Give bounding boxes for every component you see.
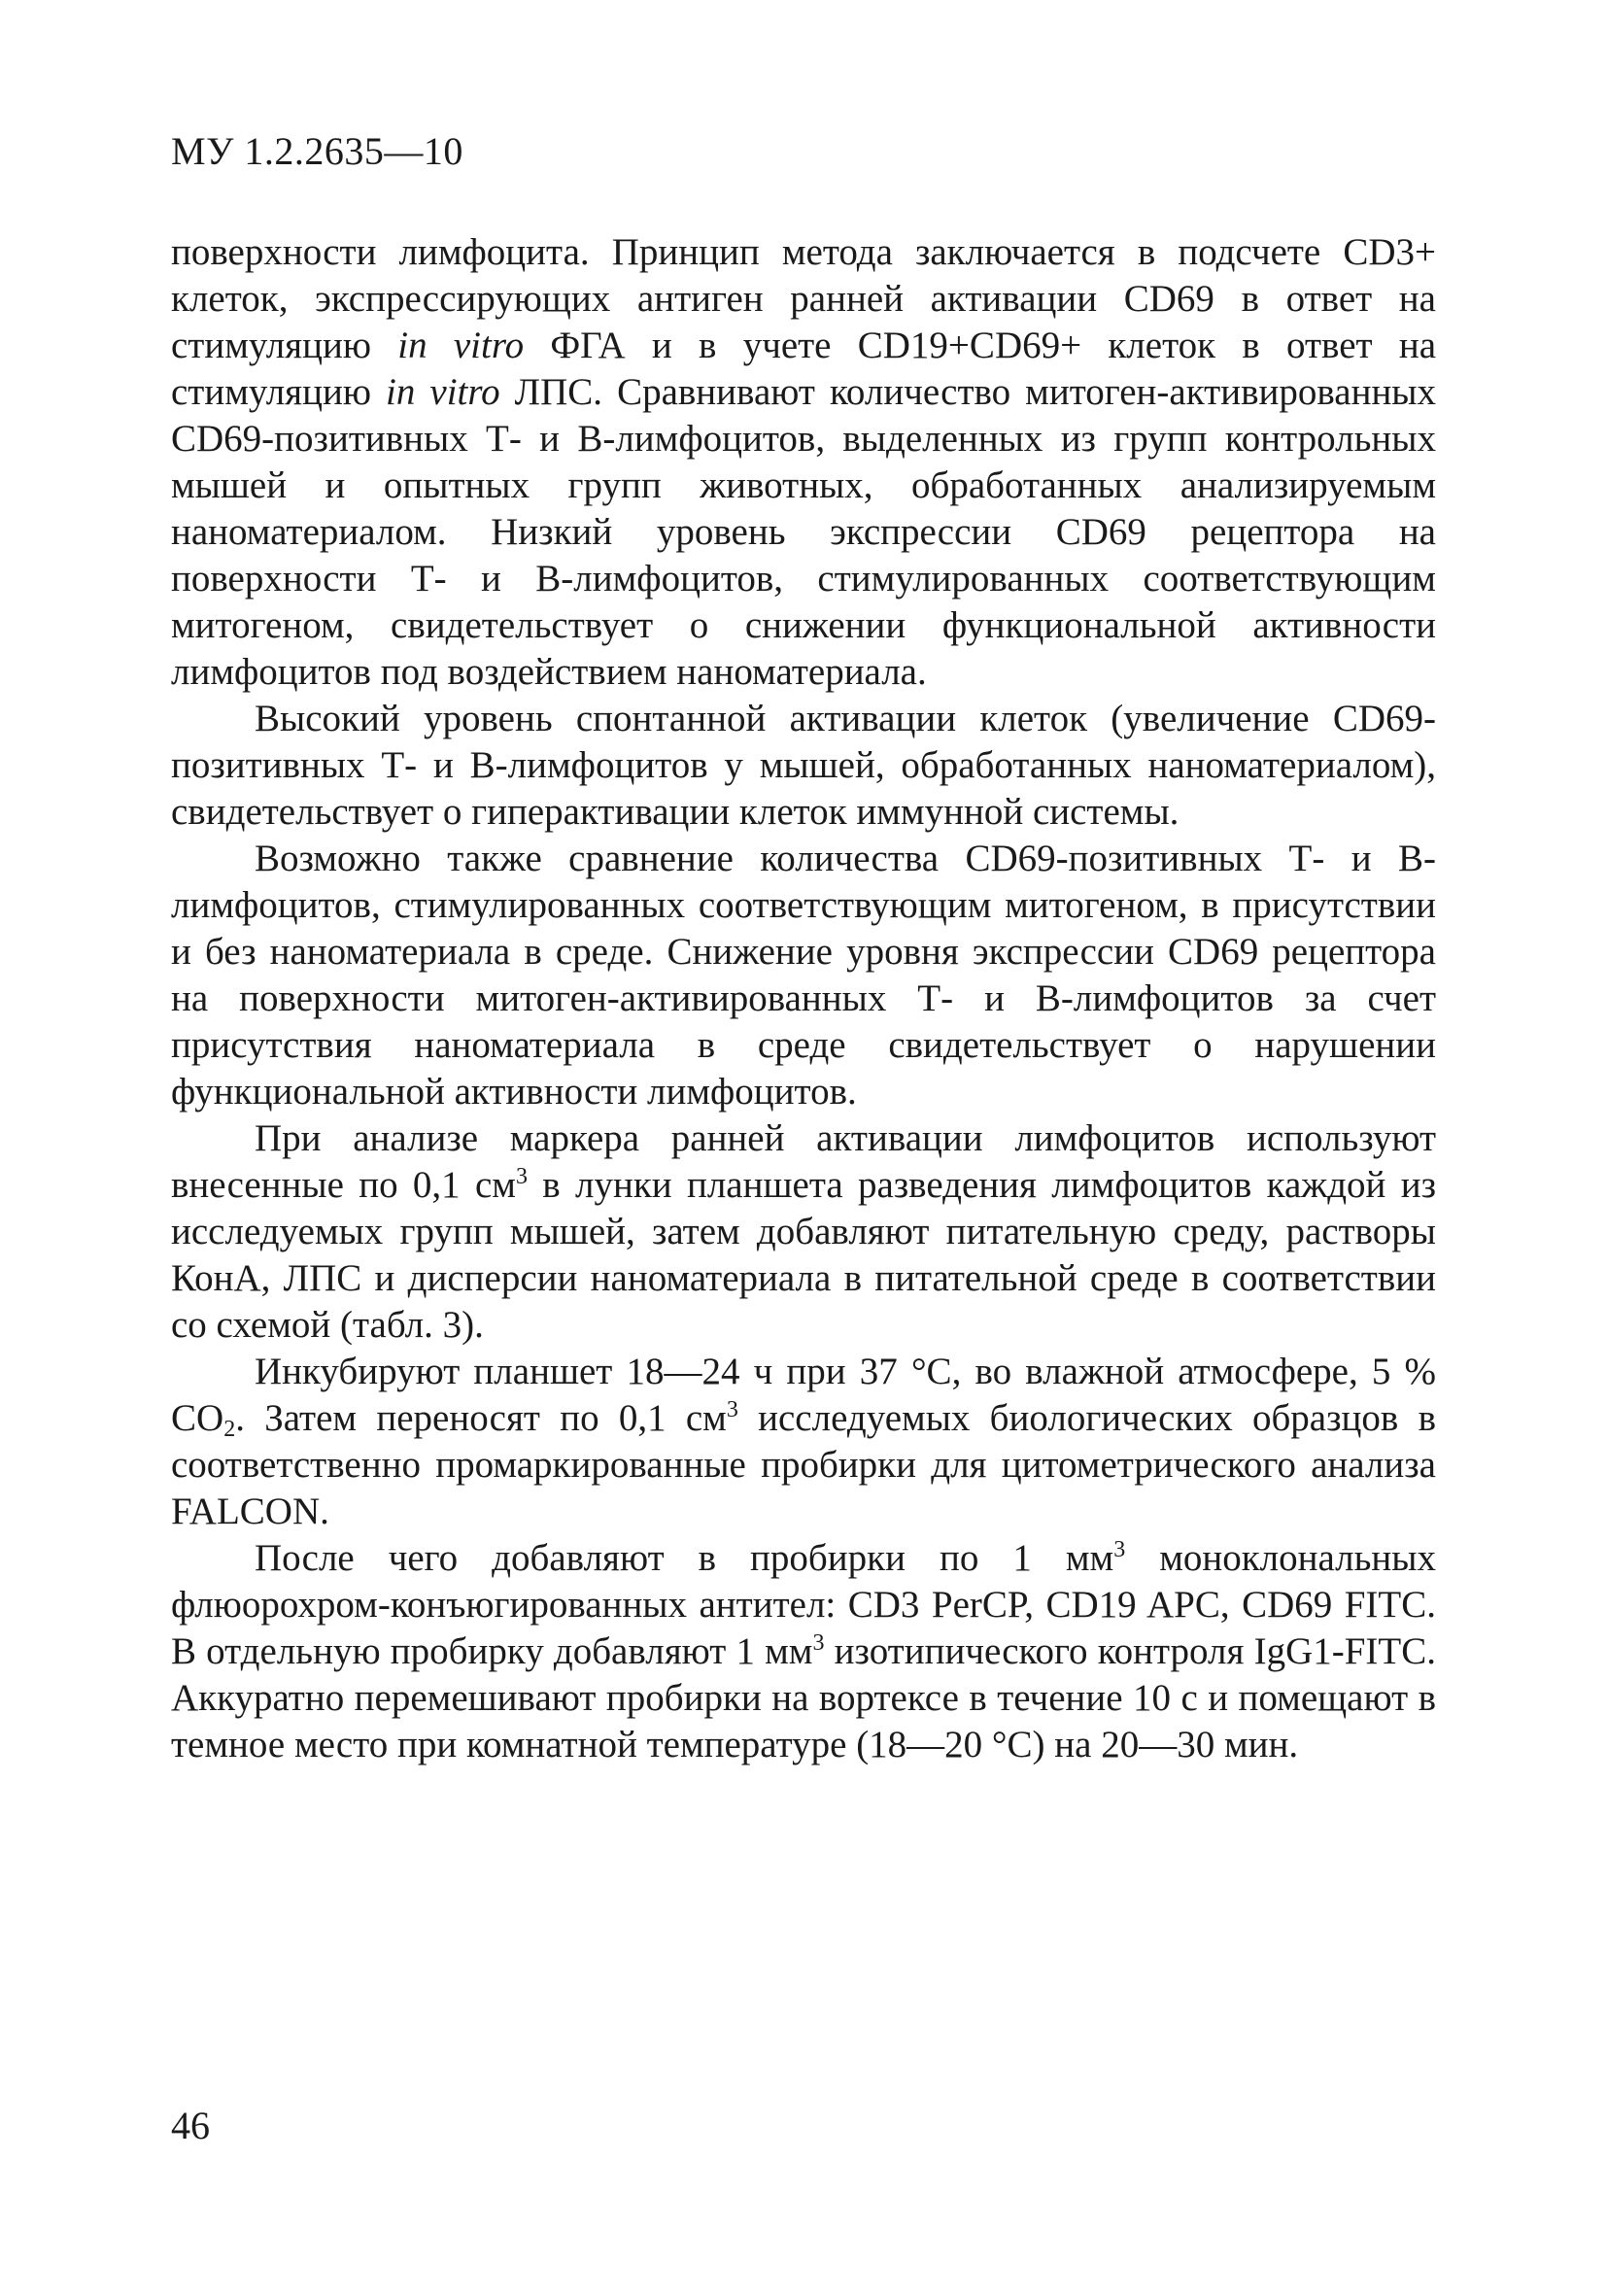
page-number: 46 (171, 2104, 210, 2147)
paragraph-2: Высокий уровень спонтанной активации клеток (увеличение CD69-позитивных Т- и В-лимфоцитов у мышей, обработанных наноматериалом), свидетельствует о гиперактивации клеток иммунной системы. (171, 698, 1436, 833)
superscript: 3 (515, 1164, 528, 1189)
superscript: 3 (726, 1397, 738, 1422)
paragraph-3: Возможно также сравнение количества CD69-позитивных Т- и В-лимфоцитов, стимулированных соответствующим митогеном, в присутствии и без наноматериала в среде. Снижение уровня экспрессии CD69 рецептора на поверхности митоген-активированных Т- и В-лимфоцитов за счет присутствия наноматериала в среде свидетельствует о нарушении функциональной активности лимфоцитов. (171, 838, 1436, 1113)
paragraph-6: После чего добавляют в пробирки по 1 $мм^3$ моноклональных флюорохром-конъюгированных антител: CD3 PerCP, CD19 APC, CD69 FITC. В отдельную пробирку добавляют 1 $мм^3$ изотипического контроля IgG1-FITC. Аккуратно перемешивают пробирки на вортексе в течение 10 с и помещают в темное место при комнатной температуре (18—20 °С) на 20—30 мин. (171, 1537, 1436, 1765)
in-vitro-term: in vitro (386, 371, 500, 413)
paragraph-5: Инкубируют планшет 18—24 ч при 37 °С, во влажной атмосфере, 5 % $СО_2$. Затем переносят по 0,1 $см^3$ исследуемых биологических образцов в соответственно промаркированные пробирки для цитометрического анализа FALCON. (171, 1351, 1436, 1532)
superscript: 3 (812, 1630, 825, 1656)
document-code-header: МУ 1.2.2635—10 (171, 129, 463, 173)
paragraph-1: поверхности лимфоцита. Принцип метода заключается в подсчете CD3+ клеток, экспрессирующих антиген ранней активации CD69 в ответ на стимуляцию in vitro ФГА и в учете CD19+CD69+ клеток в ответ на стимуляцию in vitro ЛПС. Сравнивают количество митоген-активированных CD69-позитивных Т- и В-лимфоцитов, выделенных из групп контрольных мышей и опытных групп животных, обработанных анализируемым наноматериалом. Низкий уровень экспрессии CD69 рецептора на поверхности Т- и В-лимфоцитов, стимулированных соответствующим митогеном, свидетельствует о снижении функциональной активности лимфоцитов под воздействием наноматериала. (171, 231, 1437, 693)
in-vitro-term: in vitro (397, 325, 525, 366)
superscript: 3 (1113, 1537, 1126, 1562)
paragraph-4: При анализе маркера ранней активации лимфоцитов используют внесенные по 0,1 $см^3$ в лунки планшета разведения лимфоцитов каждой из исследуемых групп мышей, затем добавляют питательную среду, растворы КонА, ЛПС и дисперсии наноматериала в питательной среде в соответствии со схемой (табл. 3). (171, 1117, 1437, 1346)
document-body (171, 229, 1436, 1768)
subscript: 2 (223, 1417, 236, 1442)
